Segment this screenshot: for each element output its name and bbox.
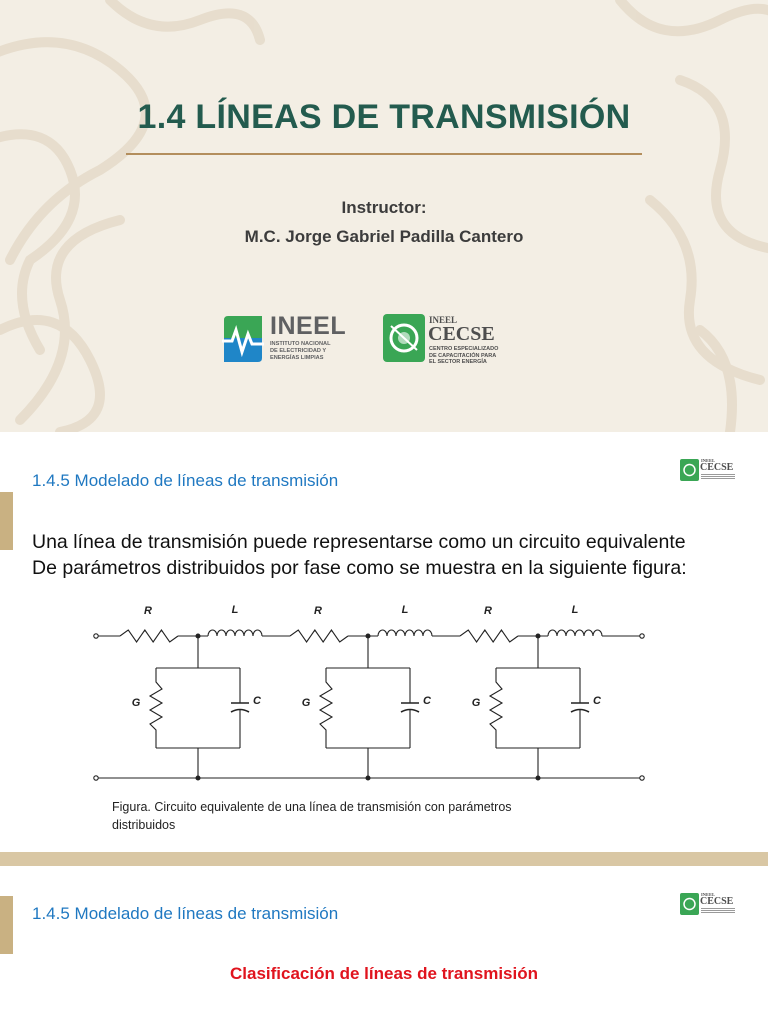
accent-bar (0, 896, 13, 954)
modeling-slide (0, 432, 768, 852)
cecse-small-logo-icon (680, 459, 699, 481)
series-resistor (460, 630, 518, 642)
cecse-small-logo (680, 458, 736, 484)
ineel-logo-subtitle (270, 341, 370, 362)
cecse-logo-subtitle (429, 346, 509, 366)
cecse-logo-icon (383, 314, 425, 362)
equivalent-circuit-diagram (90, 600, 650, 788)
series-inductor (208, 630, 262, 636)
ineel-logo (220, 312, 370, 366)
cecse-logo-name: CECSE (428, 323, 495, 345)
ineel-logo-name: INEEL (270, 312, 347, 340)
section-title: 1.4.5 Modelado de líneas de transmisión (32, 471, 339, 490)
resistor-label: R (144, 605, 152, 617)
ineel-subtitle-line: DE ELECTRICIDAD Y (270, 348, 327, 354)
body-line: Una línea de transmisión puede representarse como un circuito equivalente (32, 531, 686, 553)
shunt-conductance (150, 668, 162, 748)
conductance-label: G (471, 697, 481, 709)
cecse-small-logo (680, 892, 736, 918)
cecse-small-logo-top: INEEL (701, 458, 716, 463)
capacitor-label: C (593, 695, 601, 707)
series-resistor (290, 630, 348, 642)
cecse-logo (383, 314, 503, 364)
cecse-subtitle-line: CENTRO ESPECIALIZADO (429, 346, 499, 352)
cecse-small-logo-icon (680, 893, 699, 915)
terminal (94, 776, 98, 780)
resistor-label: R (484, 605, 492, 617)
cecse-subtitle-line: DE CAPACITACIÓN PARA (429, 352, 497, 359)
terminal (640, 776, 644, 780)
cecse-subtitle-line: EL SECTOR ENERGÍA (429, 359, 487, 365)
cecse-small-logo-name: CECSE (700, 896, 734, 907)
conductance-label: G (131, 697, 141, 709)
cecse-small-logo-top: INEEL (701, 892, 716, 897)
cecse-small-logo-subtitle (701, 474, 735, 480)
node (536, 776, 540, 780)
capacitor-label: C (423, 695, 431, 707)
shunt-conductance (490, 668, 502, 748)
series-inductor (548, 630, 602, 636)
series-resistor (120, 630, 178, 642)
slide-separator (0, 852, 768, 866)
resistor-label: R (314, 605, 322, 617)
section-title: 1.4.5 Modelado de líneas de transmisión (32, 904, 339, 923)
slide-title: 1.4 LÍNEAS DE TRANSMISIÓN (137, 98, 631, 136)
classification-slide (0, 866, 768, 1024)
caption-line: Figura. Circuito equivalente de una línea de transmisión con parámetros (112, 800, 512, 814)
cecse-small-logo-subtitle (701, 908, 735, 914)
cecse-logo-top: INEEL (429, 315, 458, 325)
body-line: De parámetros distribuidos por fase como se muestra en la siguiente figura: (32, 557, 687, 579)
series-inductor (378, 630, 432, 636)
instructor-name: M.C. Jorge Gabriel Padilla Cantero (244, 227, 524, 246)
inductor-label: L (231, 604, 239, 616)
node (366, 776, 370, 780)
ineel-logo-icon (220, 314, 266, 364)
inductor-label: L (401, 604, 409, 616)
classification-heading: Clasificación de líneas de transmisión (230, 964, 538, 983)
ineel-subtitle-line: INSTITUTO NACIONAL (270, 341, 331, 347)
caption-line: distribuidos (112, 818, 176, 832)
terminal (94, 634, 98, 638)
instructor-label: Instructor: (341, 198, 427, 217)
shunt-conductance (320, 668, 332, 748)
body-paragraph (32, 529, 752, 581)
cecse-small-logo-name: CECSE (700, 462, 734, 473)
title-slide (0, 0, 768, 432)
capacitor-label: C (253, 695, 261, 707)
ineel-subtitle-line: ENERGÍAS LIMPIAS (270, 355, 324, 361)
conductance-label: G (301, 697, 311, 709)
inductor-label: L (571, 604, 579, 616)
title-underline (126, 153, 642, 155)
accent-bar (0, 492, 13, 550)
figure-caption (112, 798, 632, 834)
terminal (640, 634, 644, 638)
node (196, 776, 200, 780)
